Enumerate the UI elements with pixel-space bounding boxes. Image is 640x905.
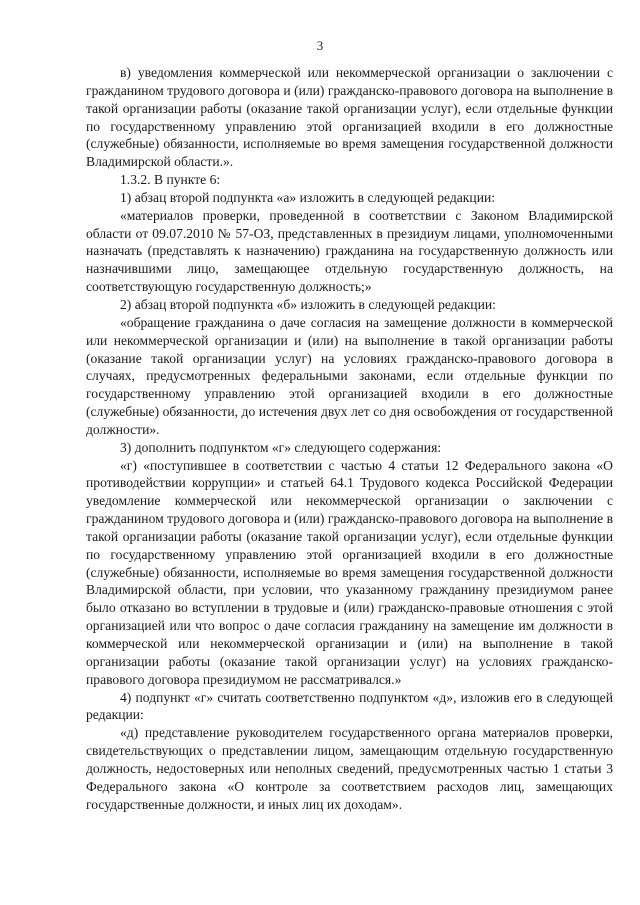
paragraph-amendment-1: 1) абзац второй подпункта «а» изложить в следующей редакции: [120, 189, 496, 205]
paragraph-amendment-4: 4) подпункт «г» считать соответственно подпунктом «д», изложив его в следующей редакции: [86, 689, 613, 723]
paragraph-quote-materials: «материалов проверки, проведенной в соответствии с Законом Владимирской области от 09.07.2010 № 57-ОЗ, представленных в президиум лицами, уполномоченными назначать (представлять к назначению) гражданина на государственную должность или назначившими лицо, замещающее отдельную государственную должность, на соответствующую государственную должность;» [86, 207, 613, 295]
document-body [86, 64, 613, 813]
paragraph-quote-d: «д) представление руководителем государственного органа материалов проверки, свидетельствующих о представлении лицом, замещающим отдельную государственную должность, недостоверных или неполных сведений, предусмотренных частью 1 статьи 3 Федерального закона «О контроле за соответствием расходов лиц, замещающих государственные должности, и иных лиц их доходам». [86, 725, 613, 812]
paragraph-quote-g: «г) «поступившее в соответствии с частью 4 статьи 12 Федерального закона «О противодействии коррупции» и статьей 64.1 Трудового кодекса Российской Федерации уведомление коммерческой или некоммерческой организации о заключении с гражданином трудового договора и (или) гражданско-правового договора на выполнение в такой организации работы (оказание такой организации услуг), если отдельные функции по государственному управлению этой организацией входили в его должностные (служебные) обязанности, исполняемые во время замещения государственной должности Владимирской области, при условии, что указанному гражданину президиумом ранее было отказано во вступлении в трудовые и (или) гражданско-правовые отношения с этой организацией или что вопрос о даче согласия гражданину на замещение им должности в коммерческой или некоммерческой организации и (или) на выполнение в такой организации работы (оказание такой организации услуг) на условиях гражданско-правового договора президиумом не рассматривался.» [86, 457, 613, 687]
paragraph-quote-appeal: «обращение гражданина о даче согласия на замещение должности в коммерческой или некоммерческой организации и (или) на выполнение в такой организации работы (оказание такой организации услуг) на условиях гражданско-правового договора в случаях, предусмотренных федеральными законами, если отдельные функции по государственному управлению этой организацией входили в его должностные (служебные) обязанности, до истечения двух лет со дня освобождения от государственной должности». [86, 314, 613, 437]
paragraph-amendment-3: 3) дополнить подпунктом «г» следующего содержания: [120, 439, 442, 455]
page-number: 3 [316, 38, 324, 53]
paragraph-amendment-2: 2) абзац второй подпункта «б» изложить в следующей редакции: [120, 296, 496, 312]
paragraph-item-v: в) уведомления коммерческой или некоммерческой организации о заключении с гражданином трудового договора и (или) гражданско-правового договора на выполнение в такой организации работы (оказание такой организации услуг), если отдельные функции по государственному управлению этой организацией входили в его должностные (служебные) обязанности, исполняемые во время замещения государственной должности Владимирской области.». [86, 65, 613, 170]
paragraph-1-3-2: 1.3.2. В пункте 6: [120, 172, 221, 188]
